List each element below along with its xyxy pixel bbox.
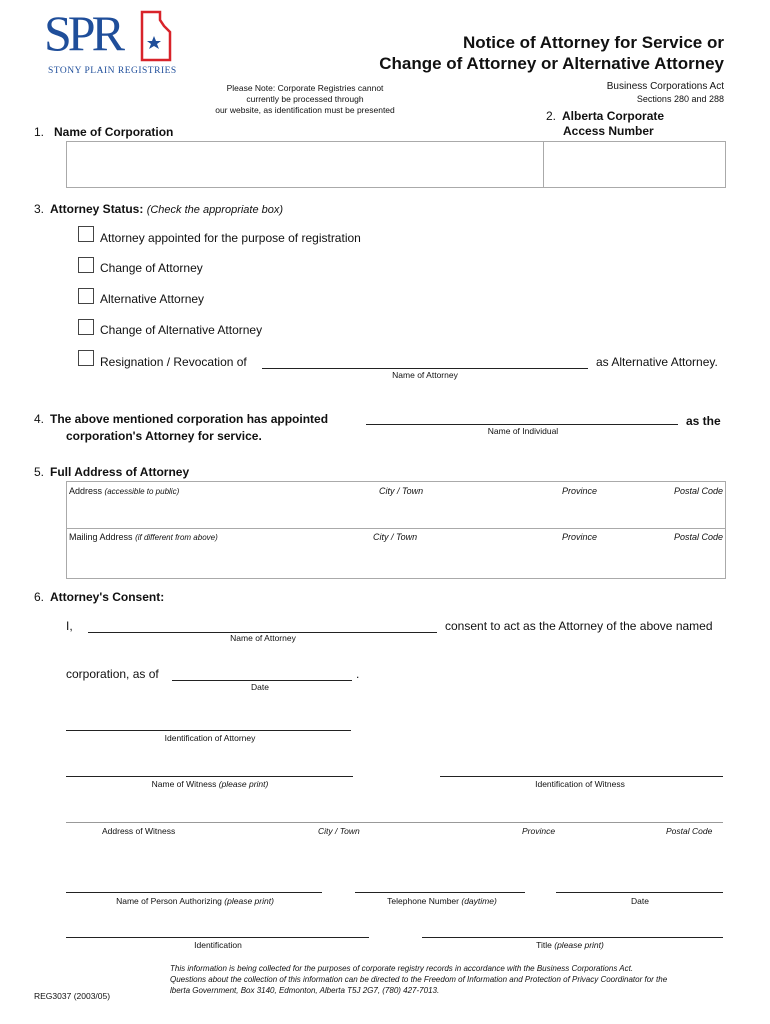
identification-line[interactable] — [66, 937, 369, 938]
witness-province-caption: Province — [522, 826, 556, 836]
mailing-province-caption: Province — [562, 532, 598, 542]
access-number-field[interactable] — [543, 141, 726, 188]
authorizing-hint: (please print) — [224, 896, 274, 906]
checkbox-alternative-attorney[interactable] — [78, 288, 94, 304]
authorizing-name-line[interactable] — [66, 892, 322, 893]
witness-postal-caption: Postal Code — [666, 826, 713, 836]
address-text: Address — [69, 486, 103, 496]
witness-id-caption: Identification of Witness — [535, 779, 625, 789]
logo-subtitle: STONY PLAIN REGISTRIES — [48, 66, 177, 76]
title-line-1: Notice of Attorney for Service or — [462, 33, 724, 52]
consent-date-line[interactable] — [172, 680, 352, 681]
address-province-caption: Province — [562, 486, 598, 496]
mailing-hint: (if different from above) — [135, 533, 218, 542]
q4-label — [34, 411, 328, 445]
alberta-map-icon — [140, 10, 172, 62]
checkbox-resignation[interactable] — [78, 350, 94, 366]
id-attorney-caption: Identification of Attorney — [164, 733, 256, 743]
witness-name-hint: (please print) — [218, 779, 269, 789]
id-attorney-line[interactable] — [66, 730, 351, 731]
authorizing-text: Name of Person Authorizing — [116, 896, 222, 906]
act-name: Business Corporations Act — [606, 81, 724, 92]
consent-period: . — [356, 667, 360, 681]
option-resignation: Resignation / Revocation of — [100, 355, 247, 369]
title-line[interactable] — [422, 937, 723, 938]
q1-label — [34, 125, 173, 139]
consent-date-caption: Date — [251, 682, 269, 692]
telephone-line[interactable] — [355, 892, 525, 893]
revocation-attorney-line[interactable] — [262, 368, 588, 369]
q5-num: 5. — [34, 465, 45, 479]
title-text: Title — [536, 940, 552, 950]
telephone-text: Telephone Number — [387, 896, 459, 906]
option-alternative-attorney: Alternative Attorney — [100, 292, 205, 306]
form-code: REG3037 (2003/05) — [34, 991, 111, 1001]
q4-num: 4. — [34, 412, 45, 426]
q2-num: 2. — [546, 109, 557, 123]
title-line-2: Change of Attorney or Alternative Attorney — [379, 54, 724, 73]
consent-i: I, — [66, 619, 73, 633]
mailing-postal-caption: Postal Code — [673, 532, 723, 542]
revocation-suffix: as Alternative Attorney. — [596, 355, 718, 369]
witness-city-caption: City / Town — [318, 826, 360, 836]
checkbox-attorney-appointed[interactable] — [78, 226, 94, 242]
witness-address-line[interactable] — [66, 822, 723, 823]
q3-text: Attorney Status: — [50, 202, 144, 216]
website-note — [205, 83, 405, 116]
telephone-hint: (daytime) — [461, 896, 497, 906]
q4-line1: The above mentioned corporation has appointed — [50, 412, 329, 426]
q5-label — [34, 465, 189, 479]
consent-name-caption: Name of Attorney — [230, 633, 296, 643]
authorizing-caption — [70, 896, 320, 906]
mailing-city-caption: City / Town — [373, 532, 418, 542]
identification-caption: Identification — [194, 940, 242, 950]
address-hint: (accessible to public) — [104, 487, 180, 496]
mailing-caption — [69, 532, 218, 542]
witness-id-line[interactable] — [440, 776, 723, 777]
consent-text: consent to act as the Attorney of the above named — [445, 619, 713, 633]
logo-letters: SPR — [44, 5, 121, 61]
act-reference — [607, 80, 724, 106]
q6-text: Attorney's Consent: — [50, 590, 165, 604]
address-caption — [69, 486, 179, 496]
q6-num: 6. — [34, 590, 45, 604]
q5-text: Full Address of Attorney — [50, 465, 190, 479]
option-change-of-attorney: Change of Attorney — [100, 261, 203, 275]
note-line: Please Note: Corporate Registries cannot — [226, 83, 384, 93]
witness-name-line[interactable] — [66, 776, 353, 777]
q3-hint: (Check the appropriate box) — [146, 204, 284, 216]
witness-address-caption: Address of Witness — [102, 826, 176, 836]
authorizing-date-line[interactable] — [556, 892, 723, 893]
q2-label — [546, 109, 664, 139]
privacy-line: Questions about the collection of this information can be directed to the Freedom of Information and Protection of Privacy Coordinator for the — [170, 975, 668, 984]
address-table — [66, 481, 726, 579]
title-caption — [500, 940, 640, 950]
corporation-as-of: corporation, as of — [66, 667, 159, 681]
q4-suffix: as the — [686, 414, 721, 428]
note-line: our website, as identification must be presented — [215, 105, 395, 115]
q6-label — [34, 590, 164, 604]
q3-label — [34, 202, 283, 216]
note-line: currently be processed through — [246, 94, 364, 104]
address-city-caption: City / Town — [379, 486, 424, 496]
privacy-line: lberta Government, Box 3140, Edmonton, Alberta T5J 2G7, (780) 427-7013. — [170, 986, 440, 995]
act-sections: Sections 280 and 288 — [636, 94, 724, 104]
q3-num: 3. — [34, 202, 45, 216]
checkbox-change-of-attorney[interactable] — [78, 257, 94, 273]
witness-name-text: Name of Witness — [151, 779, 217, 789]
privacy-notice — [170, 963, 726, 996]
telephone-caption — [352, 896, 532, 906]
checkbox-change-of-alternative[interactable] — [78, 319, 94, 335]
q4-caption: Name of Individual — [487, 426, 559, 436]
witness-name-caption — [90, 779, 330, 789]
logo — [44, 5, 177, 78]
privacy-line: This information is being collected for the purposes of corporate registry records in accordance with the Business Corporations Act. — [170, 964, 634, 973]
revocation-caption: Name of Attorney — [392, 370, 458, 380]
q2-line1: Alberta Corporate — [562, 109, 665, 123]
address-postal-caption: Postal Code — [673, 486, 723, 496]
authorizing-date-caption: Date — [631, 896, 649, 906]
option-change-of-alternative: Change of Alternative Attorney — [100, 323, 263, 337]
q1-num: 1. — [34, 125, 45, 139]
form-title — [379, 32, 724, 74]
title-hint: (please print) — [554, 940, 604, 950]
corporation-name-field[interactable] — [66, 141, 544, 188]
appointed-individual-line[interactable] — [366, 424, 678, 425]
option-attorney-appointed: Attorney appointed for the purpose of registration — [100, 231, 361, 245]
q1-text: Name of Corporation — [54, 125, 174, 139]
mailing-text: Mailing Address — [69, 532, 133, 542]
q2-line2: Access Number — [563, 124, 654, 138]
q4-line2: corporation's Attorney for service. — [66, 429, 262, 443]
